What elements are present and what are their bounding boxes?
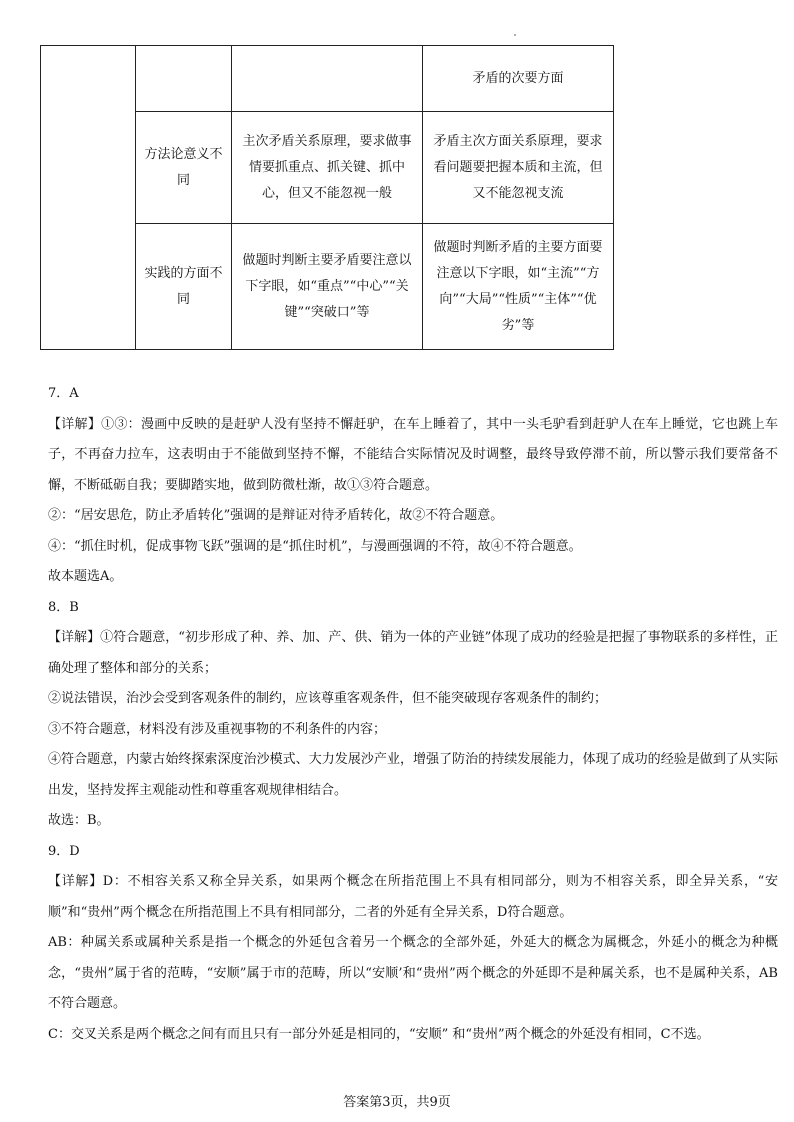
- table-cell: 实践的方面不同: [136, 224, 232, 350]
- paragraph: 故本题选A。: [48, 569, 123, 584]
- paragraph: ④：“抓住时机，促成事物飞跃”强调的是“抓住时机”，与漫画强调的不符，故④不符合题意。: [48, 538, 582, 554]
- table-cell: 矛盾的次要方面: [423, 46, 614, 112]
- table-cell-merged: [41, 46, 136, 350]
- paragraph: 【详解】D：不相容关系又称全异关系，如果两个概念在所指范围上不具有相同部分，则为不相容关系，即全异关系，“安顺”和“贵州”两个概念在所指范围上不具有相同部分，二者的外延有全异关系，D符合题意。: [48, 874, 778, 920]
- paragraph: 【详解】①符合题意，“初步形成了种、养、加、产、供、销为一体的产业链”体现了成功的经验是把握了事物联系的多样性，正确处理了整体和部分的关系；: [48, 630, 778, 676]
- table-cell: 主次矛盾关系原理，要求做事情要抓重点、抓关键、抓中心，但又不能忽视一般: [232, 112, 423, 224]
- paragraph: ②：“居安思危，防止矛盾转化”强调的是辩证对待矛盾转化，故②不符合题意。: [48, 508, 504, 523]
- paragraph: 【详解】①③：漫画中反映的是赶驴人没有坚持不懈赶驴，在车上睡着了，其中一头毛驴看到赶驴人在车上睡觉，它也跳上车子，不再奋力拉车，这表明由于不能做到坚持不懈，不能结合实际情况及时调整，最终导致停滞不前，所以警示我们要常备不懈，不断砥砺自我；要脚踏实地，做到防微杜渐，故①③符合题意。: [48, 416, 778, 493]
- paragraph: C：交叉关系是两个概念之间有而且只有一部分外延是相同的，“安顺” 和“贵州”两个概念的外延没有相同，C不选。: [48, 1026, 710, 1042]
- scan-dot: [514, 34, 516, 36]
- paragraph: ②说法错误，治沙会受到客观条件的制约，应该尊重客观条件，但不能突破现存客观条件的制约；: [48, 691, 608, 706]
- table-cell: 方法论意义不同: [136, 112, 232, 224]
- answer-explanations: [48, 379, 778, 1050]
- question-number: 9．D: [48, 843, 80, 859]
- question-number: 7．A: [48, 386, 79, 401]
- table-cell: [232, 46, 423, 112]
- paragraph: ④符合题意，内蒙古始终探索深度治沙模式、大力发展沙产业，增强了防治的持续发展能力，体现了成功的经验是做到了从实际出发，坚持发挥主观能动性和尊重客观规律相结合。: [48, 752, 778, 798]
- question-number: 8．B: [48, 599, 79, 615]
- paragraph: 故选：B。: [48, 813, 110, 828]
- table-cell: [136, 46, 232, 112]
- table-cell: 做题时判断矛盾的主要方面要注意以下字眼，如“主流”“方向”“大局”“性质”“主体”“优劣”等: [423, 224, 614, 350]
- table-row: [41, 46, 614, 112]
- page-footer: 答案第3页，共9页: [343, 1095, 451, 1110]
- table-cell: 矛盾主次方面关系原理，要求看问题要把握本质和主流，但又不能忽视支流: [423, 112, 614, 224]
- paragraph: ③不符合题意，材料没有涉及重视事物的不利条件的内容；: [48, 721, 387, 737]
- comparison-table: [40, 45, 614, 350]
- paragraph: AB：种属关系或属种关系是指一个概念的外延包含着另一个概念的全部外延，外延大的概念为属概念，外延小的概念为种概念，“贵州”属于省的范畴，“安顺”属于市的范畴，所以“安顺’和“贵州”两个概念的外延即不是种属关系，也不是属种关系，AB不符合题意。: [48, 935, 778, 1011]
- table-cell: 做题时判断主要矛盾要注意以下字眼，如“重点”“中心”“关键”“突破口”等: [232, 224, 423, 350]
